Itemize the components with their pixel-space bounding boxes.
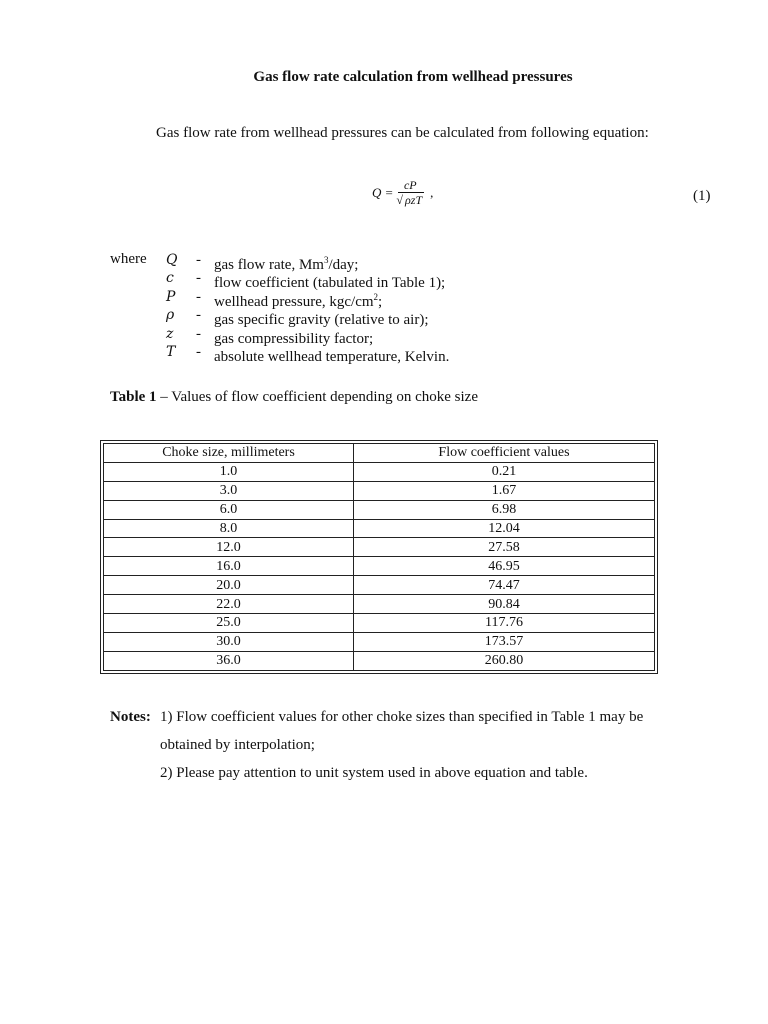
choke-size-cell: 6.0 <box>104 500 354 519</box>
definition-dash: - <box>196 288 201 305</box>
note-line: 1) Flow coefficient values for other choke sizes than specified in Table 1 may be <box>160 709 644 725</box>
definition-text <box>214 251 359 273</box>
column-header-flow-coefficient: Flow coefficient values <box>354 444 655 463</box>
flow-coefficient-cell: 6.98 <box>354 500 655 519</box>
equation-denominator <box>396 193 424 208</box>
definition-text <box>214 343 450 365</box>
definition-text-end: ; <box>378 293 383 310</box>
table-header-row <box>104 444 655 463</box>
choke-size-cell: 16.0 <box>104 557 354 576</box>
choke-size-cell: 12.0 <box>104 538 354 557</box>
where-label: where <box>110 251 147 267</box>
table-row <box>104 576 655 595</box>
definition-row <box>166 343 450 365</box>
definition-text <box>214 269 446 292</box>
table-row <box>104 500 655 519</box>
table-row <box>104 632 655 651</box>
notes-label: Notes: <box>110 709 151 725</box>
flow-coefficient-table <box>100 440 658 674</box>
choke-size-cell: 22.0 <box>104 595 354 614</box>
note-line: 2) Please pay attention to unit system used in above equation and table. <box>160 765 588 781</box>
definition-row <box>166 269 449 292</box>
flow-coefficient-cell: 173.57 <box>354 632 655 651</box>
definition-superscript: 2 <box>373 291 379 302</box>
equation-number: (1) <box>693 188 711 204</box>
table-row <box>104 595 655 614</box>
definition-text-main: gas specific gravity (relative to air); <box>214 312 429 329</box>
definition-row <box>166 251 449 273</box>
flow-coefficient-cell: 12.04 <box>354 519 655 538</box>
definition-text-main: absolute wellhead temperature, Kelvin. <box>214 348 450 365</box>
definition-dash: - <box>196 270 201 287</box>
equation-fraction <box>396 178 424 208</box>
definition-text-main: gas flow rate, Mm <box>214 257 324 273</box>
definition-text <box>214 325 374 347</box>
flow-coefficient-cell: 117.76 <box>354 614 655 633</box>
intro-paragraph: Gas flow rate from wellhead pressures can be calculated from following equation: <box>156 125 649 141</box>
variable-definitions <box>166 251 450 365</box>
definition-symbol: Q <box>166 252 178 268</box>
flow-coefficient-cell: 1.67 <box>354 481 655 500</box>
definition-dash: - <box>196 252 201 268</box>
flow-coefficient-cell: 0.21 <box>354 462 655 481</box>
definition-superscript: 3 <box>323 255 329 265</box>
definition-symbol: ρ <box>166 307 175 324</box>
definition-row <box>166 306 449 329</box>
definition-dash: - <box>196 343 201 360</box>
definition-symbol: T <box>166 343 176 360</box>
equation-radicand: ρzT <box>405 193 423 207</box>
definition-text-main: flow coefficient (tabulated in Table 1); <box>214 275 446 292</box>
choke-size-cell: 20.0 <box>104 576 354 595</box>
definition-text-end: /day; <box>328 257 359 273</box>
page-title: Gas flow rate calculation from wellhead pressures <box>253 69 573 85</box>
equation-numerator: cP <box>398 178 423 193</box>
definition-text-main: wellhead pressure, kgc/cm <box>214 293 374 310</box>
choke-size-cell: 3.0 <box>104 481 354 500</box>
definition-symbol: c <box>166 270 174 287</box>
table-row <box>104 538 655 557</box>
table-row <box>104 557 655 576</box>
flow-coefficient-cell: 46.95 <box>354 557 655 576</box>
choke-size-cell: 36.0 <box>104 651 354 670</box>
equation-lhs: Q = <box>372 185 394 200</box>
table-caption-label: Table 1 <box>110 389 157 405</box>
table-row <box>104 462 655 481</box>
definition-symbol: P <box>166 288 176 305</box>
table-row <box>104 519 655 538</box>
table-row <box>104 481 655 500</box>
note-line: obtained by interpolation; <box>160 737 315 753</box>
notes-section <box>110 703 643 787</box>
definition-text <box>214 288 383 310</box>
radical-sign: √ <box>396 193 404 207</box>
flow-coefficient-cell: 90.84 <box>354 595 655 614</box>
choke-size-cell: 1.0 <box>104 462 354 481</box>
definition-dash: - <box>196 307 201 324</box>
table-caption-text: – Values of flow coefficient depending on choke size <box>156 389 478 405</box>
equation-comma: , <box>430 185 434 200</box>
table-caption <box>110 389 478 406</box>
column-header-choke-size: Choke size, millimeters <box>104 444 354 463</box>
choke-size-cell: 25.0 <box>104 614 354 633</box>
definition-dash: - <box>196 325 201 342</box>
table-row <box>104 614 655 633</box>
definition-symbol: z <box>166 325 174 342</box>
definition-text <box>214 306 429 329</box>
flow-coefficient-cell: 260.80 <box>354 651 655 670</box>
flow-coefficient-cell: 74.47 <box>354 576 655 595</box>
table-row <box>104 651 655 670</box>
choke-size-cell: 8.0 <box>104 519 354 538</box>
definition-text-main: gas compressibility factor; <box>214 330 374 347</box>
flow-equation <box>372 178 433 208</box>
choke-size-cell: 30.0 <box>104 632 354 651</box>
flow-coefficient-cell: 27.58 <box>354 538 655 557</box>
